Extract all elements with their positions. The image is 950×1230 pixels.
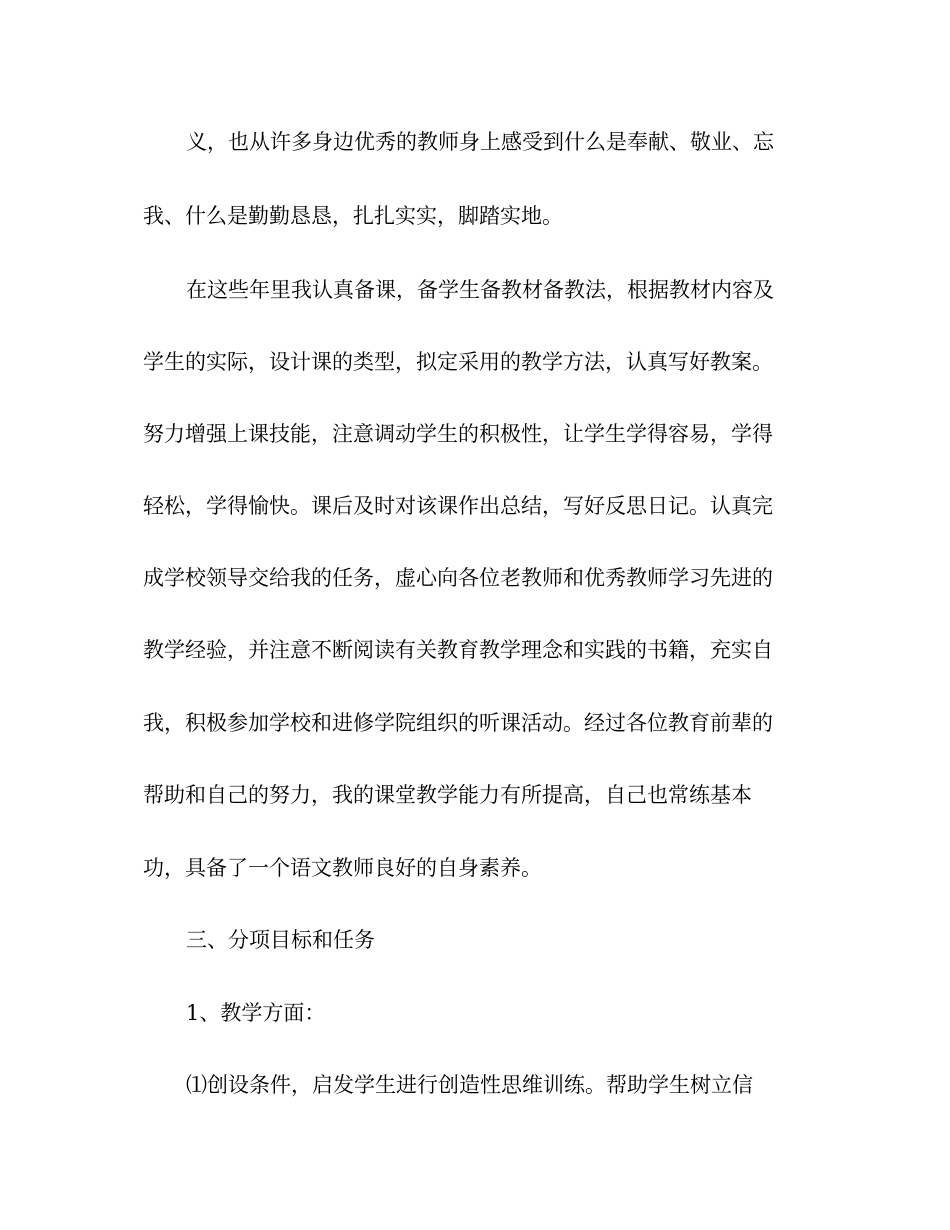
text-line-6: 轻松，学得愉快。课后及时对该课作出总结，写好反思日记。认真完 bbox=[143, 494, 773, 518]
text-line-10: 帮助和自己的努力，我的课堂教学能力有所提高，自己也常练基本 bbox=[143, 783, 752, 807]
text-line-5: 努力增强上课技能，注意调动学生的积极性，让学生学得容易，学得 bbox=[143, 422, 773, 446]
text-line-3: 在这些年里我认真备课，备学生备教材备教法，根据教材内容及 bbox=[186, 278, 774, 302]
text-line-7: 成学校领导交给我的任务，虚心向各位老教师和优秀教师学习先进的 bbox=[143, 566, 773, 590]
text-line-1: 义，也从许多身边优秀的教师身上感受到什么是奉献、敬业、忘 bbox=[186, 130, 774, 154]
text-line-4: 学生的实际，设计课的类型，拟定采用的教学方法，认真写好教案。 bbox=[143, 350, 773, 374]
text-line-9: 我，积极参加学校和进修学院组织的听课活动。经过各位教育前辈的 bbox=[143, 711, 773, 735]
text-line-8: 教学经验，并注意不断阅读有关教育教学理念和实践的书籍，充实自 bbox=[143, 638, 773, 662]
section-heading: 三、分项目标和任务 bbox=[186, 928, 375, 952]
text-line-2: 我、什么是勤勤恳恳，扎扎实实，脚踏实地。 bbox=[143, 204, 563, 228]
text-line-11: 功，具备了一个语文教师良好的自身素养。 bbox=[143, 856, 542, 880]
text-line-14: ⑴创设条件，启发学生进行创造性思维训练。帮助学生树立信 bbox=[186, 1073, 753, 1097]
subsection-heading: 1、教学方面： bbox=[186, 1001, 326, 1025]
